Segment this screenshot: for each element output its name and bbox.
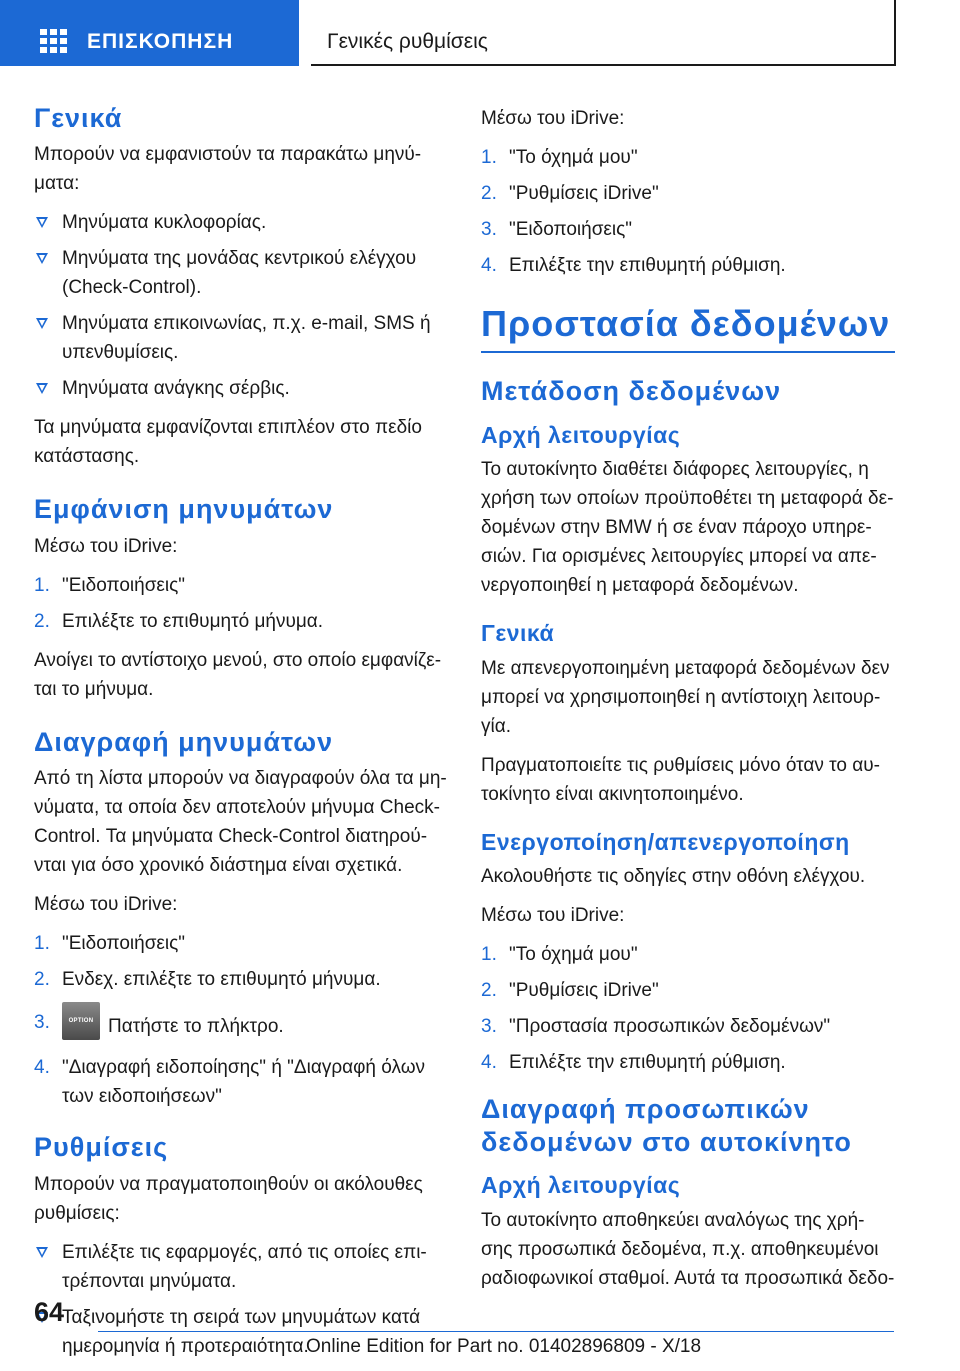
section-title-display: Εμφάνιση μηνυμάτων xyxy=(34,494,334,525)
step-number: 2. xyxy=(34,969,50,991)
section-title-transfer: Μετάδοση δεδομένων xyxy=(481,376,782,407)
step-text: "Το όχημά μου" xyxy=(509,944,638,966)
paragraph: Ανοίγει το αντίστοιχο μενού, στο οποίο εμφανίζε‐ ται το μήνυμα. xyxy=(34,649,442,700)
step-item xyxy=(481,976,895,1005)
step-item xyxy=(34,929,448,958)
paragraph: Με απενεργοποιημένη μεταφορά δεδομένων δεν μπορεί να χρησιμοποιηθεί η αντίστοιχη λειτουρ‐ γία. xyxy=(481,657,890,737)
paragraph: Μέσω του iDrive: xyxy=(481,905,625,927)
paragraph: Από τη λίστα μπορούν να διαγραφούν όλα τα μη‐ νύματα, τα οποία δεν αποτελούν μήνυμα Check- Control. Τα μηνύματα Check-Control διατηρού‐ νται για όσο χρονικό διάστημα είναι σχετικά. xyxy=(34,768,447,877)
chapter-title: Προστασία δεδομένων xyxy=(481,303,891,344)
paragraph: Μέσω του iDrive: xyxy=(34,894,178,916)
step-text: "Ειδοποιήσεις" xyxy=(62,933,186,955)
chapter-heading xyxy=(481,302,895,353)
step-number: 1. xyxy=(34,933,50,955)
paragraph: Πραγματοποιείτε τις ρυθμίσεις μόνο όταν το αυ‐ τοκίνητο είναι ακινητοποιημένο. xyxy=(481,754,880,805)
top-bar xyxy=(0,0,960,66)
bullet-triangle-icon xyxy=(36,1247,48,1258)
step-number: 4. xyxy=(34,1057,50,1079)
bullet-triangle-icon xyxy=(36,383,48,394)
list-item-text: Μηνύματα κυκλοφορίας. xyxy=(62,212,267,234)
footer-edition: Online Edition for Part no. 01402896809 - X/18 xyxy=(306,1336,702,1357)
list-item-text: Ταξινομήστε τη σειρά των μηνυμάτων κατά ημερομηνία ή προτεραιότητα. xyxy=(62,1306,421,1357)
bullet-list xyxy=(34,208,448,403)
left-column xyxy=(34,96,448,1371)
step-list xyxy=(34,571,448,636)
step-number: 4. xyxy=(481,255,497,276)
subsection-title: Αρχή λειτουργίας xyxy=(481,421,681,448)
step-item xyxy=(34,1008,448,1046)
bullet-triangle-icon xyxy=(36,253,48,264)
subsection-title: Αρχή λειτουργίας xyxy=(481,1172,681,1199)
step-item xyxy=(481,179,895,208)
step-text: "Προστασία προσωπικών δεδομένων" xyxy=(509,1016,831,1038)
step-text: Πατήστε το πλήκτρο. xyxy=(108,1016,284,1038)
step-list xyxy=(481,143,895,280)
step-list xyxy=(34,929,448,1111)
list-item-text: Μηνύματα επικοινωνίας, π.χ. e-mail, SMS ή υπενθυμίσεις. xyxy=(62,313,431,364)
list-item xyxy=(34,374,448,403)
list-item xyxy=(34,208,448,237)
list-item xyxy=(34,244,448,302)
paragraph: Μέσω του iDrive: xyxy=(481,108,625,129)
step-number: 3. xyxy=(481,219,497,240)
paragraph: Μπορούν να εμφανιστούν τα παρακάτω μηνύ‐ ματα: xyxy=(34,144,422,195)
step-item xyxy=(34,1053,448,1111)
section-title-delete: Διαγραφή μηνυμάτων xyxy=(34,726,334,757)
step-text: Επιλέξτε την επιθυμητή ρύθμιση. xyxy=(509,255,786,276)
list-item-text: Μηνύματα ανάγκης σέρβις. xyxy=(62,378,290,400)
paragraph: Μέσω του iDrive: xyxy=(34,535,178,557)
step-text: "Το όχημά μου" xyxy=(509,147,638,168)
step-item xyxy=(481,251,895,280)
section-title-general: Γενικά xyxy=(34,103,123,133)
overview-tab-label: ΕΠΙΣΚΟΠΗΣΗ xyxy=(87,30,234,53)
overview-tab[interactable] xyxy=(0,0,299,66)
subsection-title: Ενεργοποίηση/απενεργοποίηση xyxy=(481,828,850,855)
step-item xyxy=(34,965,448,994)
step-text: Ενδεχ. επιλέξτε το επιθυμητό μήνυμα. xyxy=(62,969,381,991)
right-column xyxy=(481,96,895,1303)
list-item xyxy=(34,1238,448,1296)
paragraph: Ακολουθήστε τις οδηγίες στην οθόνη ελέγχου. xyxy=(481,866,866,888)
step-number: 2. xyxy=(34,610,50,632)
step-number: 1. xyxy=(34,574,50,596)
step-text: "Διαγραφή ειδοποίησης" ή "Διαγραφή όλων των ειδοποιήσεων" xyxy=(62,1057,426,1108)
step-number: 2. xyxy=(481,980,497,1002)
paragraph: Το αυτοκίνητο αποθηκεύει αναλόγως της χρή‐ σης προσωπικά δεδομένα, π.χ. αποθηκευμένοι ραδιοφωνικοί σταθμοί. Αυτά τα προσωπικά δεδο‐ xyxy=(481,1209,895,1289)
list-item-text: Μηνύματα της μονάδας κεντρικού ελέγχου (Check-Control). xyxy=(62,248,417,299)
section-title-delete-personal: Διαγραφή προσωπικών δεδομένων στο αυτοκίνητο xyxy=(481,1094,852,1157)
section-title-settings: Ρυθμίσεις xyxy=(34,1132,169,1163)
breadcrumb-label: Γενικές ρυθμίσεις xyxy=(327,30,488,53)
paragraph: Τα μηνύματα εμφανίζονται επιπλέον στο πεδίο κατάστασης. xyxy=(34,417,422,468)
bullet-triangle-icon xyxy=(36,318,48,329)
step-number: 3. xyxy=(481,1016,497,1038)
subsection-title: Γενικά xyxy=(481,620,555,647)
paragraph: Μπορούν να πραγματοποιηθούν οι ακόλουθες ρυθμίσεις: xyxy=(34,1173,423,1224)
step-item xyxy=(34,571,448,600)
step-text: "Ειδοποιήσεις" xyxy=(509,219,633,240)
step-number: 1. xyxy=(481,147,497,168)
bullet-triangle-icon xyxy=(36,217,48,228)
step-text: "Ειδοποιήσεις" xyxy=(62,574,186,596)
step-number: 2. xyxy=(481,183,497,204)
step-text: Επιλέξτε την επιθυμητή ρύθμιση. xyxy=(509,1052,786,1074)
step-item xyxy=(481,215,895,244)
footer-divider xyxy=(98,1331,894,1332)
breadcrumb[interactable] xyxy=(311,0,896,66)
step-list xyxy=(481,940,895,1077)
grid-icon xyxy=(40,29,67,53)
step-text: "Ρυθμίσεις iDrive" xyxy=(509,980,659,1002)
step-item xyxy=(481,1012,895,1041)
step-item xyxy=(481,940,895,969)
step-item xyxy=(481,143,895,172)
step-text: Επιλέξτε το επιθυμητό μήνυμα. xyxy=(62,610,324,632)
option-key-icon: OPTION xyxy=(62,1002,100,1040)
page-number: 64 xyxy=(34,1297,65,1327)
step-item xyxy=(34,607,448,636)
list-item xyxy=(34,309,448,367)
step-number: 4. xyxy=(481,1052,497,1074)
paragraph: Το αυτοκίνητο διαθέτει διάφορες λειτουργίες, η χρήση των οποίων προϋποθέτει τη μεταφορά δε‐ δομένων στην BMW ή σε έναν πάροχο υπηρε‐ σιών. Για ορισμένες λειτουργίες μπορεί να απε‐ νεργοποιηθεί η μεταφορά δεδομένων. xyxy=(481,459,894,597)
list-item-text: Επιλέξτε τις εφαρμογές, από τις οποίες επι‐ τρέπονται μηνύματα. xyxy=(62,1241,427,1292)
step-number: 3. xyxy=(34,1012,50,1034)
step-item xyxy=(481,1048,895,1077)
step-text: "Ρυθμίσεις iDrive" xyxy=(509,183,659,204)
step-number: 1. xyxy=(481,944,497,966)
